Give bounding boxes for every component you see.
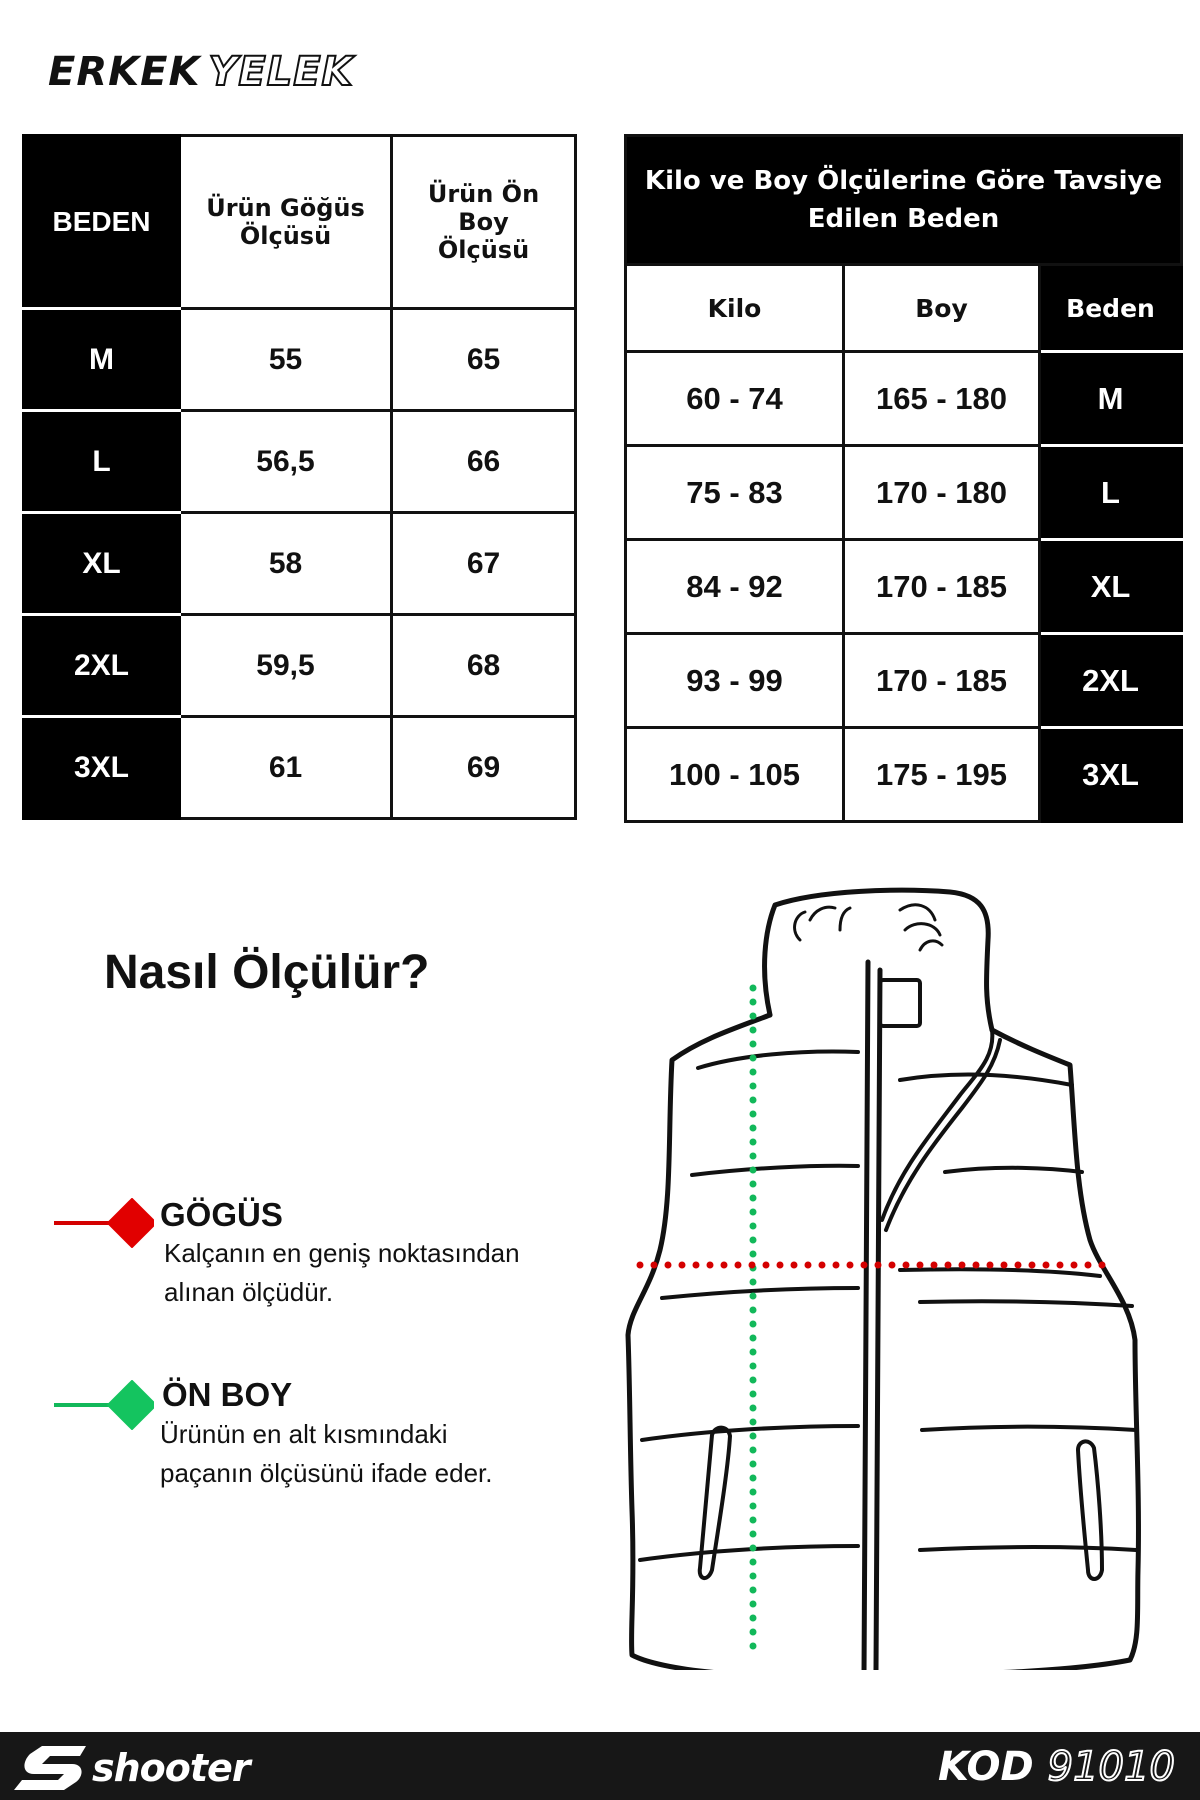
height-cell: 165 - 180	[844, 352, 1040, 446]
length-cell: 68	[392, 615, 576, 717]
front-length-title: ÖN BOY	[162, 1376, 293, 1413]
size-cell: 2XL	[1040, 634, 1182, 728]
size-cell: 2XL	[24, 615, 180, 717]
table-row	[626, 728, 1182, 822]
weight-cell: 93 - 99	[626, 634, 844, 728]
table-row	[626, 352, 1182, 446]
chest-cell: 61	[180, 717, 392, 819]
collar-folds	[795, 905, 942, 950]
length-cell: 67	[392, 513, 576, 615]
title-part-2: YELEK	[208, 49, 354, 95]
size-table	[22, 134, 577, 820]
recommend-table-title: Kilo ve Boy Ölçülerine Göre Tavsiye Edilen Beden	[626, 136, 1182, 265]
right-pocket	[1078, 1441, 1102, 1579]
header-beden: BEDEN	[24, 136, 180, 309]
height-cell: 170 - 180	[844, 446, 1040, 540]
code-value: 91010	[1047, 1744, 1175, 1790]
header-length: Ürün Ön Boy Ölçüsü	[392, 136, 576, 309]
size-cell: 3XL	[1040, 728, 1182, 822]
how-to-heading: Nasıl Ölçülür?	[104, 946, 430, 999]
front-length-desc-line-2: paçanın ölçüsünü ifade eder.	[160, 1458, 493, 1488]
title-part-1: ERKEK	[48, 49, 201, 95]
size-cell: L	[1040, 446, 1182, 540]
weight-cell: 75 - 83	[626, 446, 844, 540]
size-cell: M	[24, 309, 180, 411]
header-boy: Boy	[844, 265, 1040, 352]
brand-name: shooter	[92, 1746, 250, 1790]
chest-desc-line-1: Kalçanın en geniş noktasından	[164, 1238, 520, 1268]
size-cell: L	[24, 411, 180, 513]
weight-cell: 60 - 74	[626, 352, 844, 446]
table-row	[24, 411, 576, 513]
recommend-table-header	[626, 265, 1182, 352]
weight-cell: 84 - 92	[626, 540, 844, 634]
table-row	[24, 309, 576, 411]
vest-left-outline	[628, 1015, 848, 1670]
chest-marker-icon	[52, 1198, 154, 1248]
front-length-desc-line-1: Ürünün en alt kısmındaki	[160, 1419, 448, 1449]
table-row	[626, 540, 1182, 634]
chest-desc-line-2: alınan ölçüdür.	[164, 1277, 334, 1307]
length-cell: 69	[392, 717, 576, 819]
size-cell: M	[1040, 352, 1182, 446]
length-cell: 66	[392, 411, 576, 513]
code-label: KOD	[938, 1744, 1034, 1790]
size-cell: XL	[1040, 540, 1182, 634]
inner-lapel	[882, 1030, 1000, 1230]
height-cell: 175 - 195	[844, 728, 1040, 822]
size-cell: XL	[24, 513, 180, 615]
chest-cell: 55	[180, 309, 392, 411]
product-code	[938, 1744, 1175, 1790]
front-length-marker-icon	[52, 1380, 154, 1430]
table-row	[626, 446, 1182, 540]
header-kilo: Kilo	[626, 265, 844, 352]
weight-cell: 100 - 105	[626, 728, 844, 822]
chest-cell: 58	[180, 513, 392, 615]
height-cell: 170 - 185	[844, 634, 1040, 728]
header-chest: Ürün Göğüs Ölçüsü	[180, 136, 392, 309]
recommend-table-title-row	[626, 136, 1182, 265]
size-table-header	[24, 136, 576, 309]
shooter-logo-icon	[12, 1740, 88, 1794]
chest-cell: 56,5	[180, 411, 392, 513]
table-row	[626, 634, 1182, 728]
chest-cell: 59,5	[180, 615, 392, 717]
size-cell: 3XL	[24, 717, 180, 819]
chest-title: GÖGÜS	[160, 1196, 283, 1233]
header-size: Beden	[1040, 265, 1182, 352]
table-row	[24, 513, 576, 615]
table-row	[24, 615, 576, 717]
vest-illustration	[600, 870, 1160, 1670]
left-pocket	[700, 1428, 730, 1578]
zipper	[864, 962, 880, 1670]
quilt-lines-left	[640, 1052, 858, 1560]
length-cell: 65	[392, 309, 576, 411]
table-row	[24, 717, 576, 819]
height-cell: 170 - 185	[844, 540, 1040, 634]
recommend-table	[624, 134, 1183, 823]
page-title	[48, 49, 354, 95]
zipper-pull	[880, 980, 920, 1026]
